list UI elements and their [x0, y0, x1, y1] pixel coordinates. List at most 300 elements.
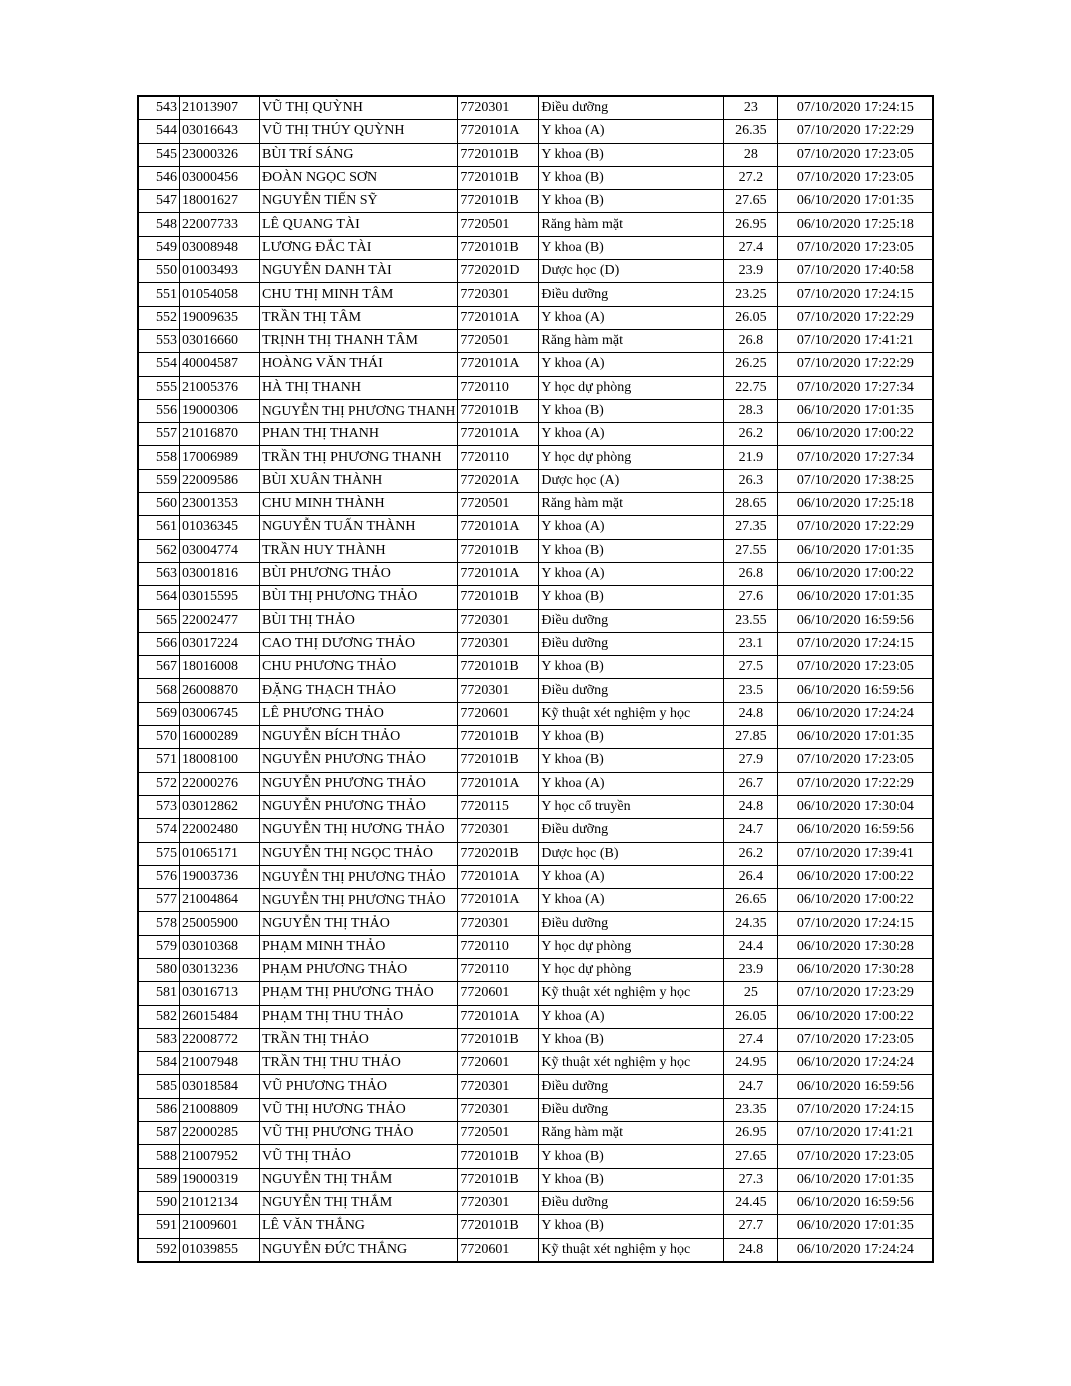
major-name: Y học dự phòng — [539, 446, 724, 469]
candidate-name: PHAN THỊ THANH — [260, 423, 458, 446]
major-code: 7720301 — [458, 912, 539, 935]
registration-time: 07/10/2020 17:27:34 — [778, 446, 934, 469]
major-name: Y khoa (A) — [539, 423, 724, 446]
candidate-id: 01054058 — [180, 283, 260, 306]
major-name: Y khoa (B) — [539, 749, 724, 772]
table-row — [138, 493, 933, 516]
candidate-name: HOÀNG VĂN THÁI — [260, 353, 458, 376]
candidate-name: BÙI THỊ THẢO — [260, 609, 458, 632]
table-row — [138, 865, 933, 888]
score: 27.6 — [724, 586, 778, 609]
registration-time: 07/10/2020 17:24:15 — [778, 283, 934, 306]
row-number: 552 — [138, 306, 180, 329]
candidate-name: TRẦN THỊ TÂM — [260, 306, 458, 329]
table-row — [138, 1052, 933, 1075]
candidate-name: NGUYỄN THỊ PHƯƠNG THANH — [260, 399, 458, 422]
row-number: 560 — [138, 493, 180, 516]
major-name: Y khoa (A) — [539, 772, 724, 795]
candidate-name: TRẦN THỊ THU THẢO — [260, 1052, 458, 1075]
registration-time: 07/10/2020 17:27:34 — [778, 376, 934, 399]
row-number: 553 — [138, 329, 180, 352]
candidate-name: ĐẶNG THẠCH THẢO — [260, 679, 458, 702]
candidate-name: LƯƠNG ĐẮC TÀI — [260, 236, 458, 259]
major-name: Răng hàm mặt — [539, 329, 724, 352]
major-code: 7720201A — [458, 469, 539, 492]
major-name: Y khoa (B) — [539, 1028, 724, 1051]
candidate-name: NGUYỄN TUẤN THÀNH — [260, 516, 458, 539]
registration-time: 06/10/2020 17:25:18 — [778, 493, 934, 516]
major-code: 7720101B — [458, 539, 539, 562]
score: 26.05 — [724, 1005, 778, 1028]
row-number: 550 — [138, 260, 180, 283]
table-row — [138, 656, 933, 679]
major-name: Y khoa (B) — [539, 236, 724, 259]
candidate-name: PHẠM PHƯƠNG THẢO — [260, 958, 458, 981]
registration-time: 06/10/2020 17:25:18 — [778, 213, 934, 236]
candidate-name: CAO THỊ DƯƠNG THẢO — [260, 632, 458, 655]
major-name: Y khoa (B) — [539, 190, 724, 213]
candidate-id: 01065171 — [180, 842, 260, 865]
major-name: Y khoa (A) — [539, 516, 724, 539]
major-name: Kỹ thuật xét nghiệm y học — [539, 1052, 724, 1075]
score: 24.35 — [724, 912, 778, 935]
row-number: 548 — [138, 213, 180, 236]
candidate-name: BÙI PHƯƠNG THẢO — [260, 562, 458, 585]
registration-time: 07/10/2020 17:24:15 — [778, 912, 934, 935]
registration-time: 06/10/2020 16:59:56 — [778, 1191, 934, 1214]
registration-time: 07/10/2020 17:23:29 — [778, 982, 934, 1005]
table-row — [138, 283, 933, 306]
registration-time: 06/10/2020 17:00:22 — [778, 423, 934, 446]
table-row — [138, 935, 933, 958]
table-row — [138, 399, 933, 422]
major-code: 7720301 — [458, 819, 539, 842]
registration-time: 07/10/2020 17:23:05 — [778, 656, 934, 679]
score: 27.55 — [724, 539, 778, 562]
candidate-id: 22000285 — [180, 1122, 260, 1145]
major-code: 7720101A — [458, 516, 539, 539]
row-number: 549 — [138, 236, 180, 259]
table-row — [138, 1122, 933, 1145]
table-row — [138, 982, 933, 1005]
table-row — [138, 306, 933, 329]
table-row — [138, 329, 933, 352]
row-number: 591 — [138, 1215, 180, 1238]
candidate-name: LÊ VĂN THẮNG — [260, 1215, 458, 1238]
candidate-name: NGUYỄN THỊ THẮM — [260, 1168, 458, 1191]
table-row — [138, 1168, 933, 1191]
major-code: 7720601 — [458, 982, 539, 1005]
candidate-name: TRẦN THỊ THẢO — [260, 1028, 458, 1051]
major-name: Điều dưỡng — [539, 283, 724, 306]
major-code: 7720101B — [458, 166, 539, 189]
table-row — [138, 190, 933, 213]
row-number: 570 — [138, 726, 180, 749]
registration-time: 06/10/2020 17:00:22 — [778, 562, 934, 585]
major-code: 7720501 — [458, 329, 539, 352]
table-row — [138, 702, 933, 725]
major-name: Y khoa (A) — [539, 1005, 724, 1028]
score: 27.35 — [724, 516, 778, 539]
candidate-name: CHU PHƯƠNG THẢO — [260, 656, 458, 679]
row-number: 556 — [138, 399, 180, 422]
score: 28.3 — [724, 399, 778, 422]
major-code: 7720101A — [458, 120, 539, 143]
candidate-name: TRẦN THỊ PHƯƠNG THANH — [260, 446, 458, 469]
table-row — [138, 96, 933, 120]
admission-results-table — [137, 95, 934, 1263]
candidate-id: 01039855 — [180, 1238, 260, 1262]
registration-time: 06/10/2020 16:59:56 — [778, 1075, 934, 1098]
table-row — [138, 539, 933, 562]
candidate-id: 03010368 — [180, 935, 260, 958]
major-name: Kỹ thuật xét nghiệm y học — [539, 702, 724, 725]
candidate-id: 21016870 — [180, 423, 260, 446]
major-code: 7720601 — [458, 1052, 539, 1075]
candidate-id: 40004587 — [180, 353, 260, 376]
table-body — [138, 96, 933, 1262]
candidate-id: 22008772 — [180, 1028, 260, 1051]
major-code: 7720101B — [458, 1168, 539, 1191]
row-number: 567 — [138, 656, 180, 679]
candidate-id: 03001816 — [180, 562, 260, 585]
table-row — [138, 446, 933, 469]
major-code: 7720101B — [458, 586, 539, 609]
major-code: 7720110 — [458, 935, 539, 958]
major-name: Y khoa (B) — [539, 539, 724, 562]
row-number: 581 — [138, 982, 180, 1005]
registration-time: 07/10/2020 17:23:05 — [778, 143, 934, 166]
table-row — [138, 1145, 933, 1168]
table-row — [138, 1075, 933, 1098]
major-code: 7720301 — [458, 283, 539, 306]
major-code: 7720101B — [458, 143, 539, 166]
major-code: 7720301 — [458, 679, 539, 702]
major-code: 7720601 — [458, 1238, 539, 1262]
candidate-id: 22002480 — [180, 819, 260, 842]
score: 22.75 — [724, 376, 778, 399]
row-number: 582 — [138, 1005, 180, 1028]
candidate-name: CHU THỊ MINH TÂM — [260, 283, 458, 306]
candidate-name: VŨ THỊ HƯƠNG THẢO — [260, 1098, 458, 1121]
major-code: 7720115 — [458, 795, 539, 818]
candidate-name: NGUYỄN ĐỨC THẮNG — [260, 1238, 458, 1262]
row-number: 545 — [138, 143, 180, 166]
registration-time: 07/10/2020 17:22:29 — [778, 353, 934, 376]
row-number: 577 — [138, 889, 180, 912]
registration-time: 07/10/2020 17:22:29 — [778, 516, 934, 539]
candidate-id: 03016643 — [180, 120, 260, 143]
major-code: 7720301 — [458, 1098, 539, 1121]
major-name: Y khoa (A) — [539, 120, 724, 143]
registration-time: 07/10/2020 17:23:05 — [778, 1028, 934, 1051]
major-code: 7720101A — [458, 1005, 539, 1028]
table-row — [138, 1238, 933, 1262]
candidate-id: 03013236 — [180, 958, 260, 981]
candidate-id: 03017224 — [180, 632, 260, 655]
row-number: 558 — [138, 446, 180, 469]
table-row — [138, 958, 933, 981]
score: 27.3 — [724, 1168, 778, 1191]
major-name: Y khoa (A) — [539, 889, 724, 912]
major-code: 7720101B — [458, 190, 539, 213]
row-number: 583 — [138, 1028, 180, 1051]
row-number: 564 — [138, 586, 180, 609]
table-row — [138, 819, 933, 842]
major-name: Y khoa (A) — [539, 353, 724, 376]
table-row — [138, 562, 933, 585]
major-name: Điều dưỡng — [539, 1075, 724, 1098]
candidate-name: VŨ THỊ THÚY QUỲNH — [260, 120, 458, 143]
table-row — [138, 260, 933, 283]
candidate-name: NGUYỄN THỊ HƯƠNG THẢO — [260, 819, 458, 842]
major-name: Y khoa (B) — [539, 143, 724, 166]
table-row — [138, 423, 933, 446]
candidate-id: 17006989 — [180, 446, 260, 469]
score: 25 — [724, 982, 778, 1005]
row-number: 571 — [138, 749, 180, 772]
major-code: 7720101B — [458, 1215, 539, 1238]
major-name: Điều dưỡng — [539, 632, 724, 655]
candidate-id: 26015484 — [180, 1005, 260, 1028]
candidate-id: 03008948 — [180, 236, 260, 259]
score: 26.8 — [724, 329, 778, 352]
candidate-name: NGUYỄN PHƯƠNG THẢO — [260, 795, 458, 818]
registration-time: 06/10/2020 17:01:35 — [778, 399, 934, 422]
score: 26.65 — [724, 889, 778, 912]
candidate-id: 21004864 — [180, 889, 260, 912]
candidate-name: LÊ QUANG TÀI — [260, 213, 458, 236]
score: 23.55 — [724, 609, 778, 632]
major-code: 7720501 — [458, 1122, 539, 1145]
candidate-id: 19003736 — [180, 865, 260, 888]
candidate-id: 19000306 — [180, 399, 260, 422]
row-number: 578 — [138, 912, 180, 935]
row-number: 586 — [138, 1098, 180, 1121]
candidate-name: LÊ PHƯƠNG THẢO — [260, 702, 458, 725]
registration-time: 06/10/2020 17:00:22 — [778, 1005, 934, 1028]
major-name: Y khoa (B) — [539, 656, 724, 679]
registration-time: 07/10/2020 17:22:29 — [778, 772, 934, 795]
table-row — [138, 166, 933, 189]
table-row — [138, 1005, 933, 1028]
registration-time: 06/10/2020 17:01:35 — [778, 539, 934, 562]
candidate-id: 21012134 — [180, 1191, 260, 1214]
row-number: 561 — [138, 516, 180, 539]
candidate-name: VŨ THỊ QUỲNH — [260, 96, 458, 120]
candidate-id: 23001353 — [180, 493, 260, 516]
row-number: 551 — [138, 283, 180, 306]
registration-time: 07/10/2020 17:23:05 — [778, 749, 934, 772]
table-row — [138, 795, 933, 818]
candidate-name: BÙI XUÂN THÀNH — [260, 469, 458, 492]
major-name: Dược học (B) — [539, 842, 724, 865]
candidate-name: NGUYỄN TIẾN SỸ — [260, 190, 458, 213]
major-code: 7720501 — [458, 213, 539, 236]
major-code: 7720110 — [458, 958, 539, 981]
major-code: 7720201D — [458, 260, 539, 283]
major-name: Kỹ thuật xét nghiệm y học — [539, 982, 724, 1005]
score: 23.9 — [724, 958, 778, 981]
row-number: 563 — [138, 562, 180, 585]
score: 23.35 — [724, 1098, 778, 1121]
score: 26.8 — [724, 562, 778, 585]
row-number: 584 — [138, 1052, 180, 1075]
score: 23 — [724, 96, 778, 120]
registration-time: 07/10/2020 17:23:05 — [778, 166, 934, 189]
registration-time: 06/10/2020 16:59:56 — [778, 819, 934, 842]
score: 27.5 — [724, 656, 778, 679]
row-number: 543 — [138, 96, 180, 120]
table-row — [138, 1098, 933, 1121]
score: 27.4 — [724, 236, 778, 259]
table-row — [138, 726, 933, 749]
registration-time: 06/10/2020 17:01:35 — [778, 1215, 934, 1238]
row-number: 573 — [138, 795, 180, 818]
candidate-id: 16000289 — [180, 726, 260, 749]
row-number: 588 — [138, 1145, 180, 1168]
score: 28.65 — [724, 493, 778, 516]
candidate-id: 21005376 — [180, 376, 260, 399]
registration-time: 07/10/2020 17:39:41 — [778, 842, 934, 865]
score: 26.3 — [724, 469, 778, 492]
candidate-name: CHU MINH THÀNH — [260, 493, 458, 516]
row-number: 544 — [138, 120, 180, 143]
score: 26.35 — [724, 120, 778, 143]
major-name: Y khoa (A) — [539, 865, 724, 888]
candidate-id: 21007952 — [180, 1145, 260, 1168]
score: 26.4 — [724, 865, 778, 888]
major-code: 7720301 — [458, 96, 539, 120]
score: 27.65 — [724, 1145, 778, 1168]
candidate-id: 03016660 — [180, 329, 260, 352]
candidate-id: 01036345 — [180, 516, 260, 539]
major-code: 7720101A — [458, 353, 539, 376]
candidate-id: 26008870 — [180, 679, 260, 702]
major-name: Điều dưỡng — [539, 1191, 724, 1214]
major-name: Y khoa (B) — [539, 1145, 724, 1168]
major-code: 7720101B — [458, 726, 539, 749]
row-number: 569 — [138, 702, 180, 725]
major-name: Y khoa (A) — [539, 562, 724, 585]
registration-time: 07/10/2020 17:22:29 — [778, 306, 934, 329]
candidate-id: 22009586 — [180, 469, 260, 492]
score: 28 — [724, 143, 778, 166]
table-row — [138, 586, 933, 609]
candidate-name: VŨ PHƯƠNG THẢO — [260, 1075, 458, 1098]
candidate-id: 23000326 — [180, 143, 260, 166]
candidate-id: 21009601 — [180, 1215, 260, 1238]
score: 23.9 — [724, 260, 778, 283]
score: 27.65 — [724, 190, 778, 213]
major-code: 7720101A — [458, 306, 539, 329]
major-code: 7720301 — [458, 632, 539, 655]
major-name: Y học cổ truyền — [539, 795, 724, 818]
score: 23.5 — [724, 679, 778, 702]
major-code: 7720501 — [458, 493, 539, 516]
candidate-name: HÀ THỊ THANH — [260, 376, 458, 399]
registration-time: 07/10/2020 17:41:21 — [778, 1122, 934, 1145]
candidate-name: BÙI TRÍ SÁNG — [260, 143, 458, 166]
major-name: Y học dự phòng — [539, 958, 724, 981]
candidate-id: 03012862 — [180, 795, 260, 818]
score: 27.4 — [724, 1028, 778, 1051]
candidate-name: PHẠM THỊ PHƯƠNG THẢO — [260, 982, 458, 1005]
table-row — [138, 236, 933, 259]
major-name: Y khoa (B) — [539, 1215, 724, 1238]
candidate-id: 03018584 — [180, 1075, 260, 1098]
score: 26.95 — [724, 1122, 778, 1145]
candidate-id: 25005900 — [180, 912, 260, 935]
table-row — [138, 143, 933, 166]
row-number: 547 — [138, 190, 180, 213]
major-code: 7720101B — [458, 1028, 539, 1051]
major-name: Y khoa (B) — [539, 1168, 724, 1191]
major-code: 7720301 — [458, 1191, 539, 1214]
table-row — [138, 353, 933, 376]
major-code: 7720101A — [458, 423, 539, 446]
row-number: 589 — [138, 1168, 180, 1191]
major-name: Y khoa (B) — [539, 399, 724, 422]
registration-time: 06/10/2020 17:24:24 — [778, 1052, 934, 1075]
row-number: 568 — [138, 679, 180, 702]
registration-time: 07/10/2020 17:24:15 — [778, 96, 934, 120]
score: 24.95 — [724, 1052, 778, 1075]
table-row — [138, 749, 933, 772]
registration-time: 06/10/2020 17:30:28 — [778, 935, 934, 958]
candidate-id: 21013907 — [180, 96, 260, 120]
major-name: Y khoa (B) — [539, 586, 724, 609]
major-code: 7720301 — [458, 1075, 539, 1098]
major-name: Kỹ thuật xét nghiệm y học — [539, 1238, 724, 1262]
major-code: 7720201B — [458, 842, 539, 865]
major-code: 7720110 — [458, 376, 539, 399]
score: 24.4 — [724, 935, 778, 958]
row-number: 559 — [138, 469, 180, 492]
major-name: Dược học (D) — [539, 260, 724, 283]
registration-time: 06/10/2020 17:00:22 — [778, 889, 934, 912]
candidate-id: 18001627 — [180, 190, 260, 213]
major-code: 7720101A — [458, 772, 539, 795]
row-number: 575 — [138, 842, 180, 865]
registration-time: 06/10/2020 17:00:22 — [778, 865, 934, 888]
major-code: 7720101B — [458, 1145, 539, 1168]
candidate-name: VŨ THỊ PHƯƠNG THẢO — [260, 1122, 458, 1145]
candidate-name: NGUYỄN THỊ PHƯƠNG THẢO — [260, 865, 458, 888]
major-name: Điều dưỡng — [539, 609, 724, 632]
score: 24.8 — [724, 702, 778, 725]
major-code: 7720110 — [458, 446, 539, 469]
major-name: Răng hàm mặt — [539, 493, 724, 516]
table-row — [138, 609, 933, 632]
table-row — [138, 376, 933, 399]
row-number: 554 — [138, 353, 180, 376]
major-name: Y khoa (B) — [539, 166, 724, 189]
candidate-id: 19000319 — [180, 1168, 260, 1191]
table-row — [138, 213, 933, 236]
candidate-name: NGUYỄN DANH TÀI — [260, 260, 458, 283]
major-code: 7720101B — [458, 656, 539, 679]
registration-time: 06/10/2020 17:01:35 — [778, 586, 934, 609]
score: 24.8 — [724, 795, 778, 818]
major-code: 7720101A — [458, 562, 539, 585]
table-row — [138, 772, 933, 795]
score: 27.7 — [724, 1215, 778, 1238]
major-name: Răng hàm mặt — [539, 1122, 724, 1145]
score: 26.7 — [724, 772, 778, 795]
score: 24.7 — [724, 1075, 778, 1098]
table-row — [138, 120, 933, 143]
